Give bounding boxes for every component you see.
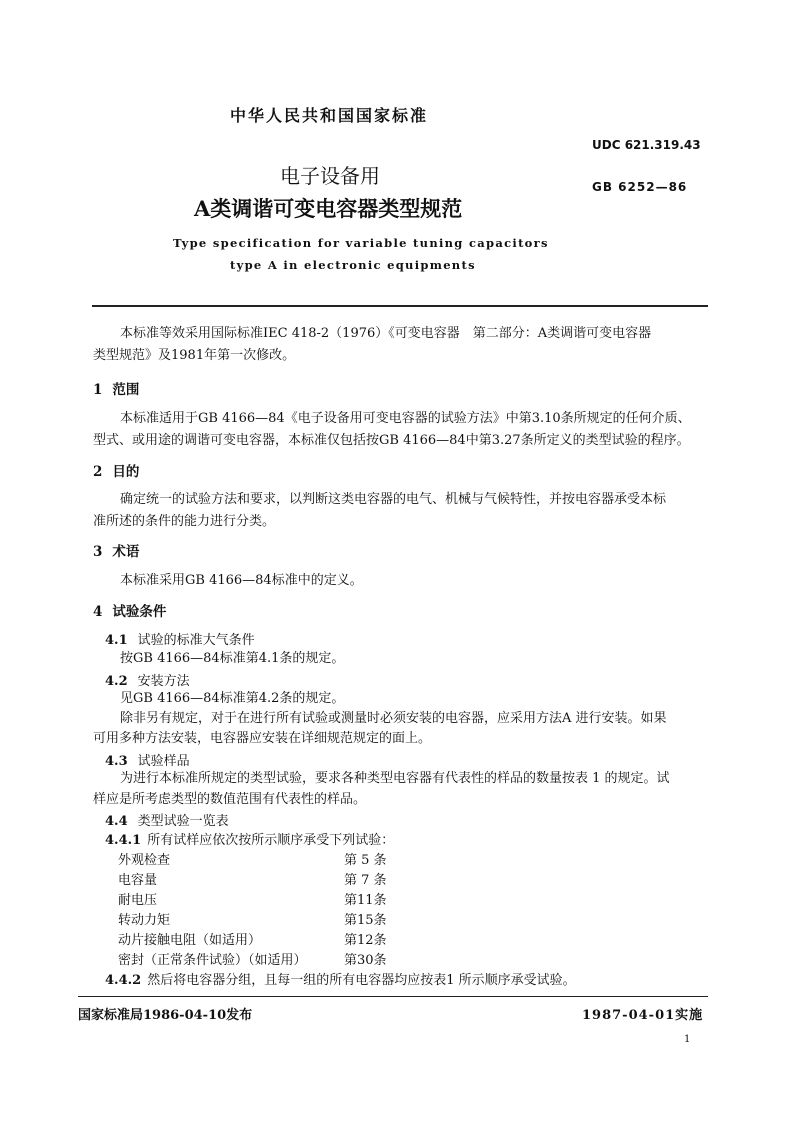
english-title-line-1: Type specification for variable tuning capacitors bbox=[173, 236, 549, 250]
subsection-4-4-1 bbox=[105, 829, 394, 848]
test-clause: 第15条 bbox=[344, 913, 387, 928]
subsection-4-2-line-2: 除非另有规定，对于在进行所有试验或测量时必须安装的电容器，应采用方法A 进行安装。如果 bbox=[120, 711, 667, 726]
section-2-heading bbox=[93, 460, 139, 480]
standard-number: GB 6252—86 bbox=[592, 180, 688, 194]
subsection-4-3-line-2: 样应是所考虑类型的数值范围有代表性的样品。 bbox=[93, 792, 367, 807]
english-title-line-2: type A in electronic equipments bbox=[230, 258, 476, 272]
title-line-2: A类调谐可变电容器类型规范 bbox=[194, 196, 463, 221]
section-1-line-2: 型式、或用途的调谐可变电容器，本标准仅包括按GB 4166—84中第3.27条所定义的类型试验的程序。 bbox=[93, 433, 690, 448]
effective-date: 1987-04-01实施 bbox=[582, 1008, 704, 1023]
test-name: 动片接触电阻（如适用） bbox=[118, 933, 262, 948]
test-clause: 第12条 bbox=[344, 933, 387, 948]
section-number: 1 bbox=[93, 382, 103, 398]
bottom-divider bbox=[78, 996, 708, 997]
section-2-line-1: 确定统一的试验方法和要求，以判断这类电容器的电气、机械与气候特性，并按电容器承受本标 bbox=[120, 492, 667, 507]
intro-line-1: 本标准等效采用国际标准IEC 418-2（1976）《可变电容器 第二部分：A类调谐可变电容器 bbox=[120, 326, 652, 341]
section-title: 试验条件 bbox=[112, 604, 167, 620]
subsection-4-2-line-3: 可用多种方法安装，电容器应安装在详细规范规定的面上。 bbox=[93, 731, 432, 746]
section-number: 4 bbox=[93, 604, 103, 620]
section-4-heading bbox=[93, 600, 166, 620]
section-1-heading bbox=[93, 378, 139, 398]
subsection-number: 4.4.2 bbox=[105, 973, 142, 988]
subsection-title: 试验样品 bbox=[137, 754, 190, 769]
subsection-4-4-2 bbox=[105, 969, 576, 988]
subsection-number: 4.1 bbox=[105, 633, 128, 648]
test-clause: 第30条 bbox=[344, 953, 387, 968]
test-name: 外观检查 bbox=[118, 853, 171, 868]
subsection-number: 4.4.1 bbox=[105, 833, 142, 848]
subsection-4-4-heading bbox=[105, 810, 229, 829]
subsection-text: 所有试样应依次按所示顺序承受下列试验： bbox=[147, 833, 395, 848]
subsection-number: 4.4 bbox=[105, 814, 128, 829]
section-2-line-2: 准所述的条件的能力进行分类。 bbox=[93, 514, 276, 529]
test-name: 密封（正常条件试验）（如适用） bbox=[118, 953, 307, 968]
subsection-4-3-heading bbox=[105, 750, 190, 769]
test-name: 电容量 bbox=[118, 873, 158, 888]
intro-line-2: 类型规范》及1981年第一次修改。 bbox=[93, 348, 296, 363]
udc-code: UDC 621.319.43 bbox=[592, 138, 701, 152]
section-number: 2 bbox=[93, 464, 103, 480]
test-clause: 第 5 条 bbox=[344, 853, 387, 868]
subsection-4-3-line-1: 为进行本标准所规定的类型试验，要求各种类型电容器有代表性的样品的数量按表 1 的规定。试 bbox=[120, 771, 670, 786]
top-divider bbox=[92, 305, 708, 307]
section-3-line-1: 本标准采用GB 4166—84标准中的定义。 bbox=[120, 573, 363, 588]
country-standard-heading: 中华人民共和国国家标准 bbox=[230, 106, 429, 125]
title-line-1: 电子设备用 bbox=[280, 164, 380, 188]
subsection-text: 然后将电容器分组，且每一组的所有电容器均应按表1 所示顺序承受试验。 bbox=[147, 973, 576, 988]
test-clause: 第11条 bbox=[344, 893, 387, 908]
subsection-4-1-heading bbox=[105, 629, 255, 648]
subsection-number: 4.2 bbox=[105, 674, 128, 689]
subsection-4-2-heading bbox=[105, 670, 190, 689]
section-3-heading bbox=[93, 540, 139, 560]
subsection-4-2-line-1: 见GB 4166—84标准第4.2条的规定。 bbox=[120, 691, 345, 706]
test-clause: 第 7 条 bbox=[344, 873, 387, 888]
section-title: 术语 bbox=[112, 544, 140, 560]
section-title: 范围 bbox=[112, 382, 140, 398]
test-name: 转动力矩 bbox=[118, 913, 171, 928]
page-number: 1 bbox=[684, 1034, 691, 1045]
issue-date: 国家标准局1986-04-10发布 bbox=[78, 1008, 253, 1023]
section-title: 目的 bbox=[112, 464, 140, 480]
section-1-line-1: 本标准适用于GB 4166—84《电子设备用可变电容器的试验方法》中第3.10条所规定的任何介质、 bbox=[120, 411, 691, 426]
subsection-title: 类型试验一览表 bbox=[137, 814, 229, 829]
subsection-title: 试验的标准大气条件 bbox=[137, 633, 255, 648]
subsection-number: 4.3 bbox=[105, 754, 128, 769]
test-name: 耐电压 bbox=[118, 893, 158, 908]
subsection-4-1-line-1: 按GB 4166—84标准第4.1条的规定。 bbox=[120, 651, 345, 666]
subsection-title: 安装方法 bbox=[137, 674, 190, 689]
section-number: 3 bbox=[93, 544, 103, 560]
